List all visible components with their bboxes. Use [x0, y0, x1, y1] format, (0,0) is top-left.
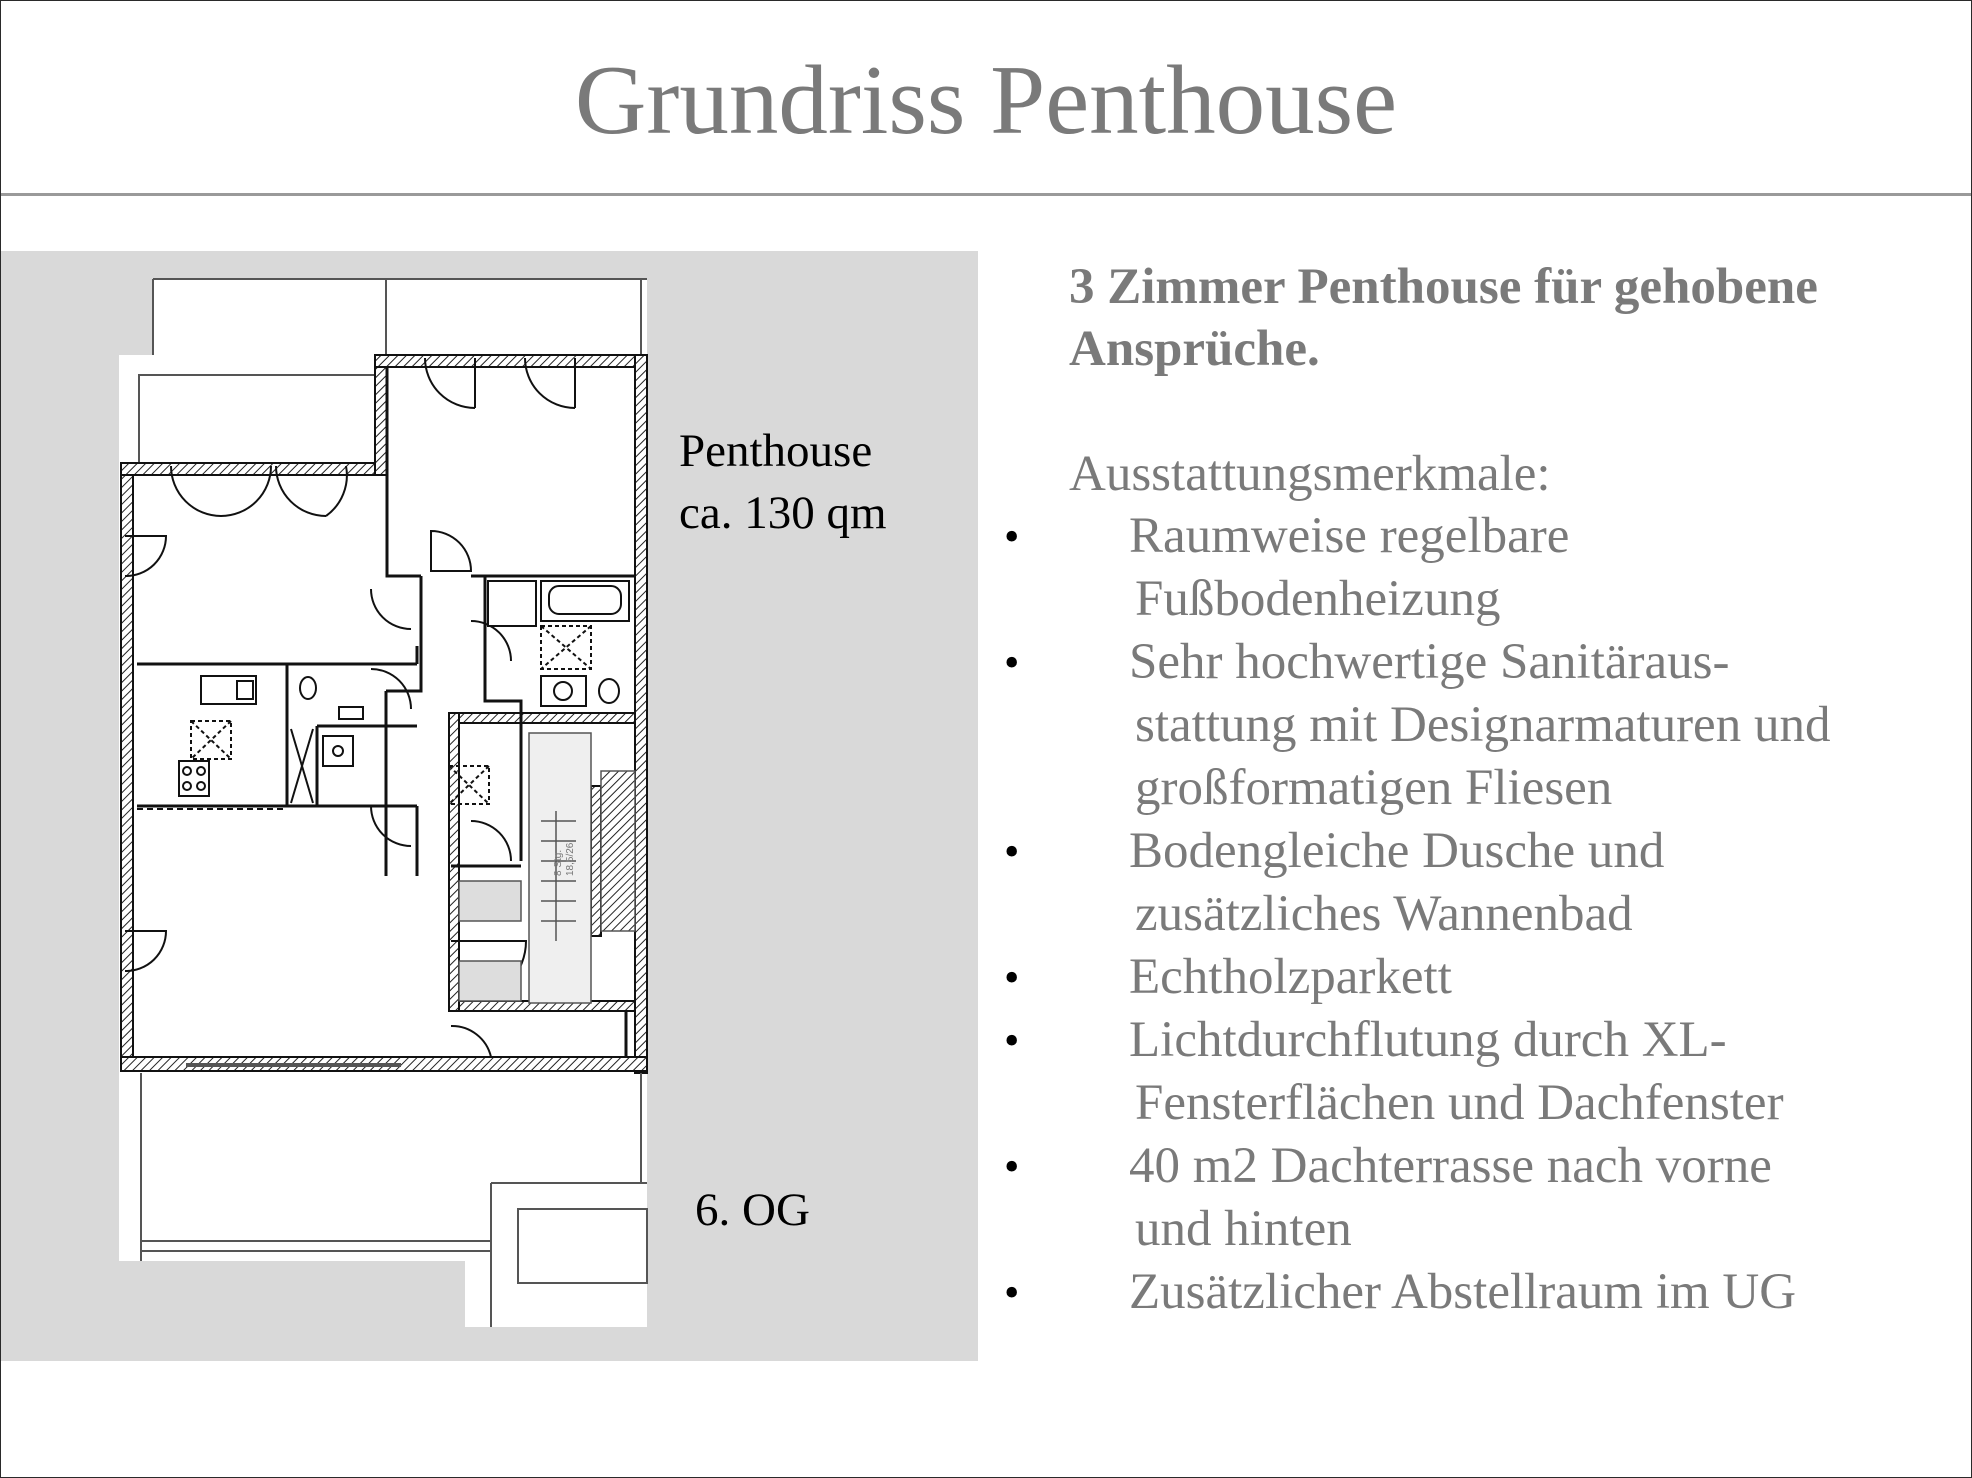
feature-text: Lichtdurchflutung durch XL-	[1129, 1012, 1727, 1068]
list-item	[1004, 1009, 1949, 1135]
feature-text: Zusätzlicher Abstellraum im UG	[1129, 1264, 1797, 1320]
stair-annotation: 8 Stg.	[553, 849, 564, 876]
feature-text: 40 m2 Dachterrasse nach vorne	[1129, 1138, 1772, 1194]
list-item	[1004, 505, 1949, 631]
list-item	[1004, 820, 1949, 946]
bullet-icon: •	[1004, 827, 1020, 876]
bullet-icon: •	[1004, 1016, 1020, 1065]
feature-text: Raumweise regelbare	[1129, 508, 1570, 564]
bullet-icon: •	[1004, 512, 1020, 561]
headline	[1069, 256, 1949, 380]
list-item	[1004, 946, 1949, 1009]
features-heading: Ausstattungsmerkmale:	[1069, 446, 1551, 502]
page-title: Grundriss Penthouse	[574, 46, 1398, 155]
bullet-icon: •	[1004, 953, 1020, 1002]
unit-name-label: Penthouse	[679, 425, 873, 477]
feature-text: großformatigen Fliesen	[1135, 760, 1613, 816]
list-item	[1004, 1135, 1949, 1261]
feature-text: Fußbodenheizung	[1135, 571, 1501, 627]
feature-text: Sehr hochwertige Sanitäraus-	[1129, 634, 1730, 690]
bullet-icon: •	[1004, 638, 1020, 687]
feature-text: zusätzliches Wannenbad	[1135, 886, 1633, 942]
list-item	[1004, 631, 1949, 820]
feature-text: Bodengleiche Dusche und	[1129, 823, 1665, 879]
floor-plan-panel	[1, 251, 978, 1361]
feature-text: stattung mit Designarmaturen und	[1135, 697, 1831, 753]
headline-line-2: Ansprüche.	[1069, 321, 1320, 377]
unit-area-label: ca. 130 qm	[679, 487, 887, 539]
headline-line-1: 3 Zimmer Penthouse für gehobene	[1069, 259, 1818, 315]
bullet-icon: •	[1004, 1142, 1020, 1191]
feature-text: Fensterflächen und Dachfenster	[1135, 1075, 1784, 1131]
features-list	[1004, 505, 1949, 1324]
feature-text: Echtholzparkett	[1129, 949, 1452, 1005]
feature-text: und hinten	[1135, 1201, 1352, 1257]
description-column	[1004, 256, 1949, 1324]
bullet-icon: •	[1004, 1268, 1020, 1317]
floor-plan-drawing	[1, 251, 978, 1361]
floor-label: 6. OG	[695, 1184, 810, 1236]
stair-annotation-dimensions: 18,5/26	[565, 842, 576, 876]
title-divider	[1, 193, 1971, 196]
list-item	[1004, 1261, 1949, 1324]
